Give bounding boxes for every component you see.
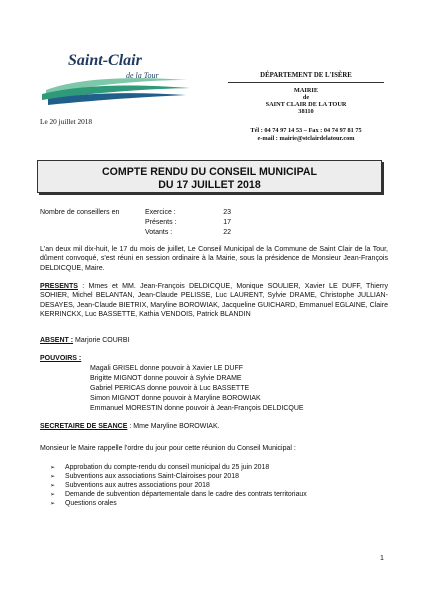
department-heading: DÉPARTEMENT DE L'ISÈRE	[260, 72, 352, 79]
de-label: de	[302, 94, 310, 101]
pouvoir-item: Gabriel PERICAS donne pouvoir à Luc BASSETTE	[90, 385, 250, 392]
agenda-item: Approbation du compte-rendu du conseil municipal du 25 juin 2018	[65, 464, 270, 471]
presents-label: PRESENTS	[40, 283, 78, 290]
mairie-label: MAIRIE	[293, 87, 319, 94]
ordre-du-jour-intro: Monsieur le Maire rappelle l'ordre du jour pour cette réunion du Conseil Municipal :	[40, 445, 296, 452]
agenda-item: Subventions aux associations Saint-Clairoises pour 2018	[65, 473, 239, 480]
email-address: e-mail : mairie@stclairdelatour.com	[257, 135, 355, 142]
count-value-exercice: 23	[223, 209, 231, 216]
commune-name: SAINT CLAIR DE LA TOUR	[265, 101, 347, 108]
presents-paragraph	[40, 282, 388, 320]
title-box	[37, 160, 382, 193]
count-label-presents: Présents :	[145, 219, 177, 226]
intro-paragraph: L'an deux mil dix-huit, le 17 du mois de juillet, Le Conseil Municipal de la Commune de Saint Clair de la Tour, dûment convoqué, s'est réuni en session ordinaire à la Mairie, sous la présidence de Monsieur Jean-François DELDICQUE, Maire.	[40, 246, 388, 272]
agenda-item: Subventions aux autres associations pour 2018	[65, 482, 210, 489]
presents-list: : Mmes et MM. Jean-François DELDICQUE, Monique SOULIER, Xavier LE DUFF, Thierry SOHIER, Michel BELANTAN, Jean-Claude PELISSE, Luc LAURENT, Sylvie DRAME, Christophe JULLIAN-DESAYES, Jean-Claude BIETRIX, Maryline BOROWIAK, Jacqueline GUICHARD, Emmanuel EGLAINE, Claire KERRINCKX, Luc BASSETTE, Kathia VENDOIS, Patrick BLANDIN	[40, 283, 388, 319]
absent-name: Marjorie COURBI	[75, 337, 130, 344]
arrow-bullet-icon: ➢	[50, 465, 56, 471]
secretaire-line	[40, 422, 220, 431]
phone-fax: Tél : 04 74 97 14 53 – Fax : 04 74 97 81 75	[250, 127, 362, 134]
secretaire-label: SECRETAIRE DE SEANCE	[40, 423, 128, 430]
counts-label: Nombre de conseillers en	[40, 209, 120, 216]
count-value-votants: 22	[223, 229, 231, 236]
title-line-2: DU 17 JUILLET 2018	[158, 178, 261, 191]
pouvoir-item: Magali GRISEL donne pouvoir à Xavier LE DUFF	[90, 365, 244, 372]
pouvoir-item: Simon MIGNOT donne pouvoir à Maryline BOROWIAK	[90, 395, 261, 402]
pouvoir-item: Brigitte MIGNOT donne pouvoir à Sylvie DRAME	[90, 375, 242, 382]
title-line-1: COMPTE RENDU DU CONSEIL MUNICIPAL	[101, 166, 318, 178]
absent-label: ABSENT :	[40, 337, 74, 344]
postal-code: 38110	[298, 108, 314, 115]
pouvoirs-label: POUVOIRS :	[40, 355, 82, 362]
count-value-presents: 17	[223, 219, 231, 226]
arrow-bullet-icon: ➢	[50, 501, 56, 507]
header-divider	[228, 82, 384, 83]
pouvoir-item: Emmanuel MORESTIN donne pouvoir à Jean-François DELDICQUE	[90, 405, 304, 412]
document-date: Le 20 juillet 2018	[40, 117, 93, 126]
page-number: 1	[380, 555, 384, 562]
arrow-bullet-icon: ➢	[50, 483, 56, 489]
count-label-exercice: Exercice :	[145, 209, 176, 216]
secretaire-name: : Mme Maryline BOROWIAK.	[129, 423, 220, 430]
logo-subtitle: de la Tour	[126, 71, 159, 80]
absent-line	[40, 336, 129, 345]
arrow-bullet-icon: ➢	[50, 474, 56, 480]
logo	[38, 50, 198, 110]
logo-title: Saint-Clair	[68, 52, 142, 69]
agenda-item: Demande de subvention départementale dans le cadre des contrats territoriaux	[65, 491, 307, 498]
arrow-bullet-icon: ➢	[50, 492, 56, 498]
agenda-item: Questions orales	[65, 500, 117, 507]
count-label-votants: Votants :	[145, 229, 173, 236]
